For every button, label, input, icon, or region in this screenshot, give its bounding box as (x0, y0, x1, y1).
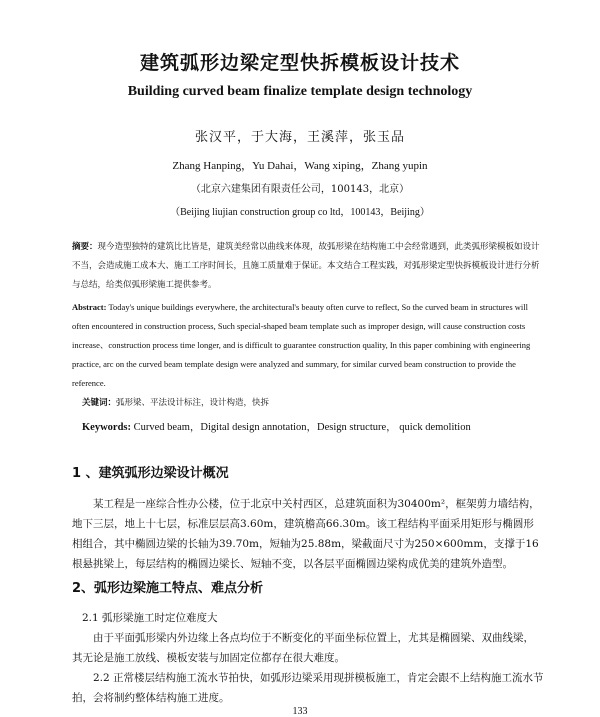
abstract-en-text: Today's unique buildings everywhere, the architectural's beauty often curve to reflect, So the curved beam in structures will often encountered in construction process, Such special-shaped beam template such as improper design, will cause construction costs increase、construction process time longer, and is difficult to guarantee construction quality, In this paper combining with engineering practice, arc on the curved beam template design were analyzed and summary, for similar curved beam construction to provide the reference. (72, 302, 531, 388)
section1-body: 某工程是一座综合性办公楼，位于北京中关村西区，总建筑面积为30400m²，框架剪力墙结构，地下三层，地上十七层，标准层层高3.60m，建筑檐高66.30m。该工程结构平面采用矩形与椭圆形相组合，其中椭圆边梁的长轴为39.70m，短轴为25.88m，梁截面尺寸为250×600mm，支撑于16根悬挑梁上，每层结构的椭圆边梁长、短轴不变，以各层平面椭圆边梁构成优美的建筑外造型。 (72, 498, 540, 570)
section2-heading: 2、弧形边梁施工特点、难点分析 (72, 581, 264, 596)
affiliation-en: （Beijing liujian construction group co ltd，100143，Beijing） (170, 207, 430, 218)
paper-title-cn: 建筑弧形边梁定型快拆模板设计技术 (139, 52, 460, 74)
abstract-cn (72, 238, 542, 295)
keywords-en-label: Keywords: (82, 422, 131, 433)
section2-sub1-text: 由于平面弧形梁内外边缘上各点均位于不断变化的平面坐标位置上，尤其是椭圆梁、双曲线梁，其无论是施工放线、模板安装与加固定位都存在很大难度。 (72, 632, 534, 664)
authors-en: Zhang Hanping，Yu Dahai，Wang xiping，Zhang yupin (172, 160, 428, 172)
keywords-en (82, 419, 552, 434)
keywords-cn (82, 396, 542, 408)
keywords-cn-label: 关键词： (82, 398, 117, 408)
keywords-en-text: Curved beam，Digital design annotation，Design structure， quick demolition (133, 422, 471, 433)
section2-body (72, 608, 544, 708)
abstract-en (72, 298, 542, 393)
section2-sub1-heading: 2.1 弧形梁施工时定位难度大 (82, 612, 218, 624)
abstract-cn-label: 摘要： (72, 242, 98, 252)
abstract-cn-text: 现今造型独特的建筑比比皆是，建筑美经常以曲线来体现，故弧形梁在结构施工中会经常遇到，此类弧形梁模板如设计不当，会造成施工成本大、施工工序时间长，且施工质量难于保证。本文结合工程实践，对弧形梁定型快拆模板设计进行分析与总结，给类似弧形梁施工提供参考。 (72, 242, 540, 290)
authors-cn: 张汉平，于大海，王溪萍，张玉品 (194, 130, 405, 145)
page-number: 133 (292, 706, 308, 717)
abstract-en-label: Abstract: (72, 302, 107, 312)
section2-sub2-text: 2.2 正常楼层结构施工流水节拍快，如弧形边梁采用现拼模板施工，肯定会跟不上结构施工流水节拍，会将制约整体结构施工进度。 (72, 672, 544, 704)
keywords-cn-text: 弧形梁、平法设计标注，设计构造，快拆 (116, 398, 270, 408)
paper-title-en: Building curved beam finalize template design technology (127, 84, 473, 99)
section1-heading: 1 、建筑弧形边梁设计概况 (72, 466, 229, 481)
affiliation-cn: （北京六建集团有限责任公司，100143，北京） (190, 184, 410, 195)
